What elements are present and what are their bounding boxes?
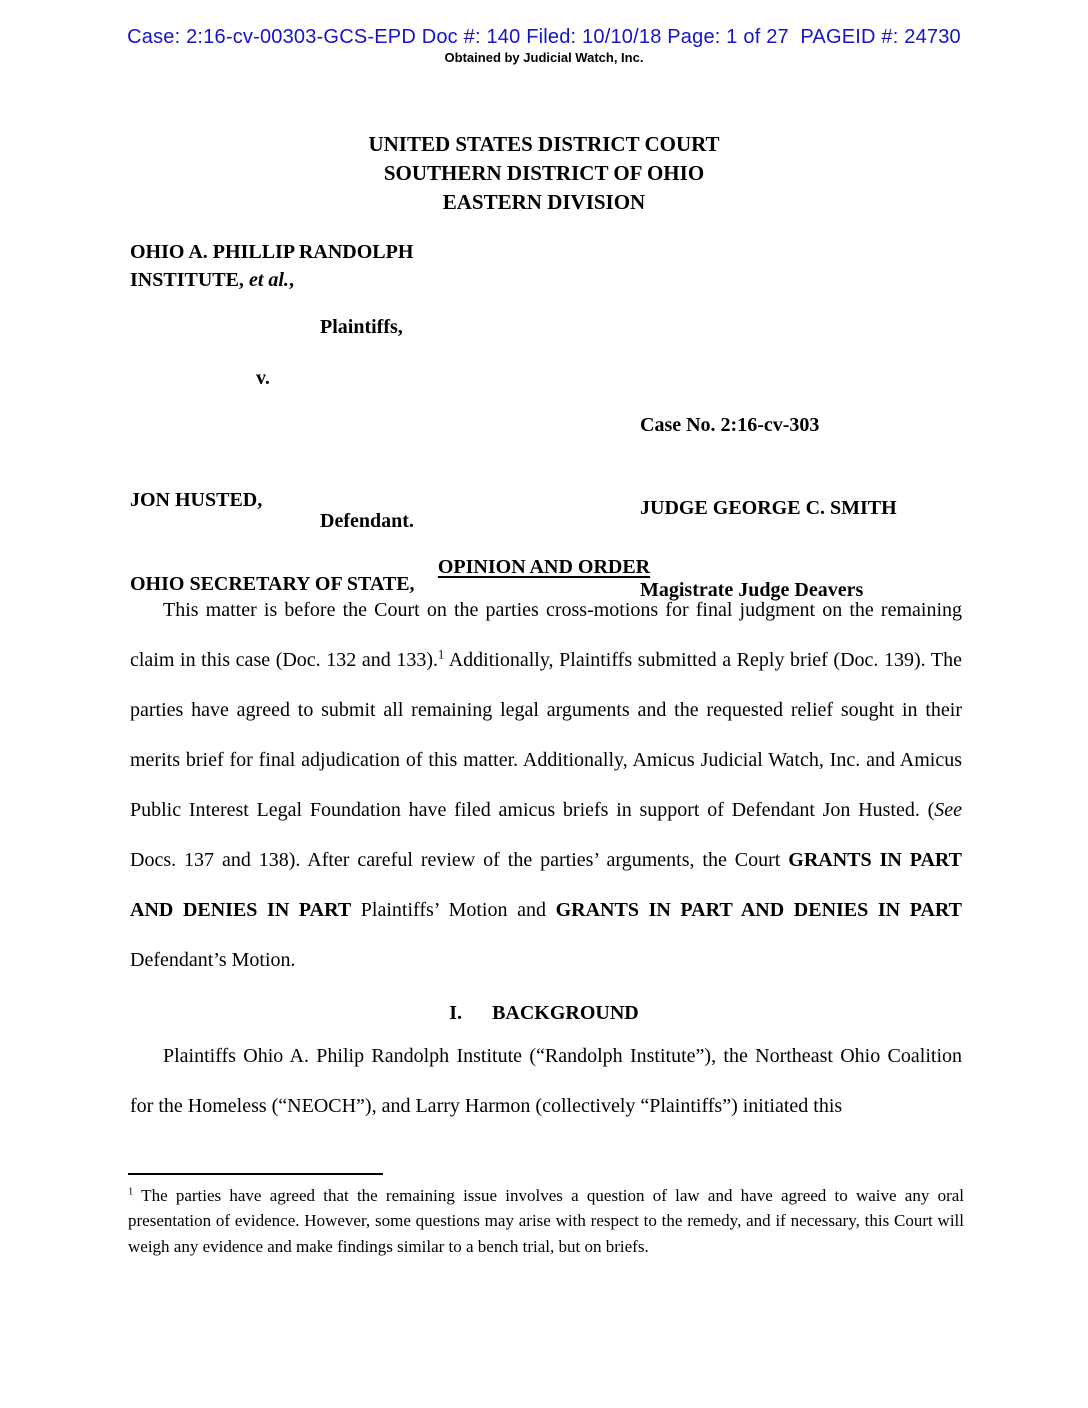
- footnote-text: The parties have agreed that the remaining issue involves a question of law and have agreed to waive any oral presentation of evidence. However, some questions may arise with respect to the remedy, and if necessary, this Court will weigh any evidence and make findings similar to a bench trial, but on briefs.: [128, 1186, 964, 1256]
- court-title-line1: UNITED STATES DISTRICT COURT: [368, 132, 720, 156]
- versus-label: v.: [256, 367, 270, 389]
- case-number: Case No. 2:16-cv-303: [640, 414, 820, 436]
- opinion-paragraph-1: [130, 585, 962, 985]
- footnote-reference-1: 1: [438, 647, 445, 662]
- footnote-marker: 1: [128, 1186, 134, 1198]
- court-title-line3: EASTERN DIVISION: [442, 190, 646, 214]
- see-citation: See: [934, 799, 962, 821]
- magistrate-judge: Magistrate Judge Deavers: [640, 579, 864, 601]
- court-title-line2: SOUTHERN DISTRICT OF OHIO: [383, 161, 705, 185]
- opinion-and-order-heading: OPINION AND ORDER: [437, 556, 651, 578]
- para1-text: Docs. 137 and 138). After careful review of the parties’ arguments, the Court: [130, 849, 789, 871]
- para1-text: Defendant’s Motion.: [130, 949, 296, 971]
- plaintiffs-label: Plaintiffs,: [320, 316, 403, 338]
- defendant-name-line1: JON HUSTED,: [130, 489, 263, 511]
- grants-denies-phrase: GRANTS IN PART AND DENIES IN PART: [555, 899, 962, 921]
- pacer-stamp-line: Case: 2:16-cv-00303-GCS-EPD Doc #: 140 Filed: 10/10/18 Page: 1 of 27 PAGEID #: 24730: [127, 26, 961, 48]
- footnote-1: [128, 1183, 964, 1259]
- plaintiff-name-line2: INSTITUTE,: [130, 269, 244, 291]
- background-paragraph-1: [130, 1031, 962, 1131]
- section-title: BACKGROUND: [492, 1002, 639, 1024]
- grants-denies-phrase: GRANTS IN PART AND DENIES IN PART: [130, 849, 962, 921]
- defendant-name-line2: OHIO SECRETARY OF STATE,: [130, 573, 415, 595]
- footnote-separator-rule: [128, 1173, 383, 1175]
- judge-name: JUDGE GEORGE C. SMITH: [640, 496, 897, 519]
- et-al: et al.: [243, 269, 289, 291]
- defendant-label: Defendant.: [320, 510, 414, 532]
- section-number: I.: [449, 1002, 463, 1024]
- para2-text: Plaintiffs Ohio A. Philip Randolph Institute (“Randolph Institute”), the Northeast Ohio Coalition for the Homeless (“NEOCH”), and Larry Harmon (collectively “Plaintiffs”) initiated this: [130, 1045, 962, 1117]
- para1-text: Plaintiffs’ Motion and: [351, 899, 556, 921]
- para1-text: This matter is before the Court on the parties cross-motions for final judgment on the remaining claim in this case (Doc. 132 and 133).: [130, 599, 962, 671]
- plaintiff-name-line1: OHIO A. PHILLIP RANDOLPH: [130, 241, 414, 263]
- para1-text: Additionally, Plaintiffs submitted a Reply brief (Doc. 139). The parties have agreed to submit all remaining legal arguments and the requested relief sought in their merits brief for final adjudication of this matter. Additionally, Amicus Judicial Watch, Inc. and Amicus Public Interest Legal Foundation have filed amicus briefs in support of Defendant Jon Husted. (: [130, 649, 962, 821]
- background-section-heading: [0, 1002, 1088, 1025]
- obtained-by-line: Obtained by Judicial Watch, Inc.: [444, 50, 644, 65]
- et-al-comma: ,: [288, 269, 294, 291]
- plaintiff-name-block: [130, 238, 413, 294]
- court-title: [0, 130, 1088, 217]
